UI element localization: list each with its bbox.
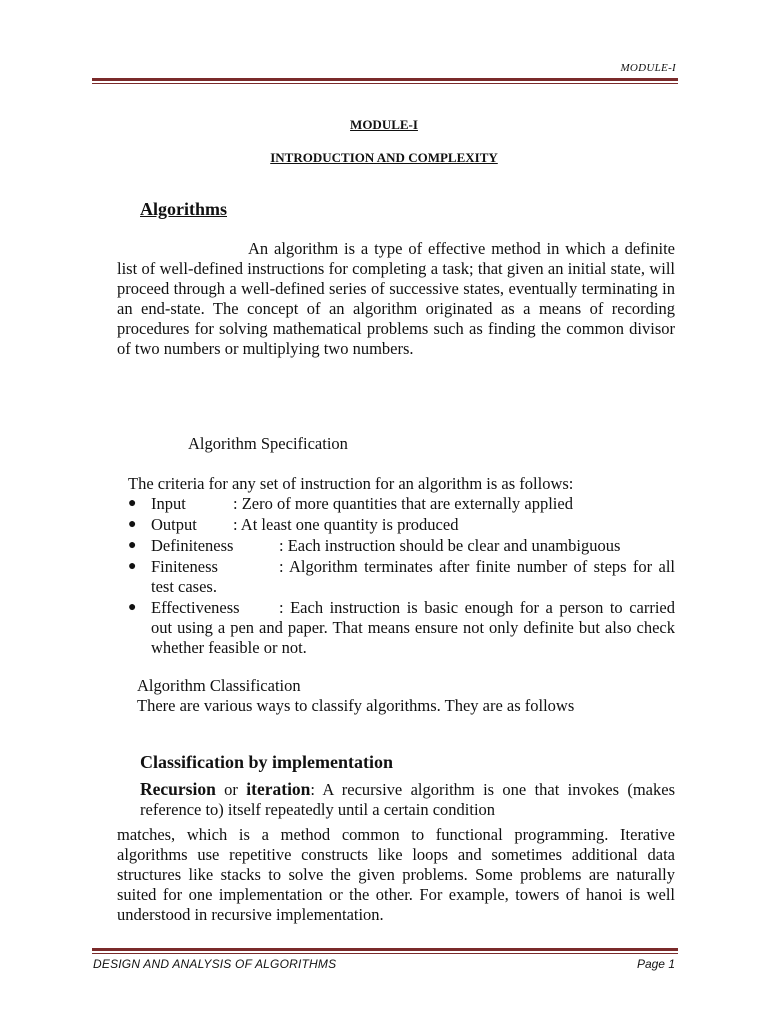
- chapter-title: INTRODUCTION AND COMPLEXITY: [270, 150, 498, 165]
- classification-title: Algorithm Classification: [137, 676, 301, 695]
- criterion-desc: : Each instruction should be clear and unambiguous: [279, 536, 621, 555]
- module-title: MODULE-I: [350, 117, 418, 132]
- list-item: [128, 536, 675, 556]
- criteria-list: [128, 494, 675, 659]
- algorithms-heading: Algorithms: [140, 199, 227, 219]
- criterion-term: Input: [151, 494, 186, 513]
- implementation-heading: Classification by implementation: [140, 752, 394, 772]
- running-header: MODULE-I: [620, 62, 676, 74]
- or-word: or: [224, 780, 238, 799]
- bullet-icon: ●: [128, 600, 137, 615]
- criterion-term: Output: [151, 515, 197, 534]
- recursion-term: Recursion: [140, 779, 216, 799]
- footer-rule-thin: [92, 953, 678, 954]
- bullet-icon: ●: [128, 559, 137, 574]
- list-item: [128, 598, 675, 658]
- criterion-term: Effectiveness: [151, 598, 240, 617]
- bullet-icon: ●: [128, 538, 137, 553]
- iteration-term: iteration: [246, 779, 311, 799]
- criterion-term: Definiteness: [151, 536, 234, 555]
- header-rule-thin: [92, 83, 678, 84]
- criteria-intro: The criteria for any set of instruction for an algorithm is as follows:: [128, 474, 574, 493]
- criterion-desc: : At least one quantity is produced: [233, 515, 459, 534]
- recursion-paragraph: [140, 779, 675, 820]
- criterion-desc: : Algorithm terminates after finite number of steps for all test cases.: [151, 557, 675, 596]
- implementation-paragraph: matches, which is a method common to functional programming. Iterative algorithms use repetitive constructs like loops and sometimes additional data structures like stacks to solve the given problems. Some problems are naturally suited for one implementation or the other. For example, towers of hanoi is well understood in recursive implementation.: [117, 825, 675, 924]
- page-number: Page 1: [636, 957, 675, 971]
- algorithms-paragraph: An algorithm is a type of effective method in which a definite list of well-defined instructions for completing a task; that given an initial state, will proceed through a well-defined series of successive states, eventually terminating in an end-state. The concept of an algorithm originated as a means of recording procedures for solving mathematical problems such as finding the common divisor of two numbers or multiplying two numbers.: [117, 239, 675, 358]
- footer-title: DESIGN AND ANALYSIS OF ALGORITHMS: [93, 957, 337, 971]
- recursion-text: : A recursive algorithm is one that invokes (makes reference to) itself repeatedly until a certain condition: [140, 780, 675, 819]
- footer-rule-thick: [92, 948, 678, 951]
- list-item: [128, 515, 675, 535]
- criterion-desc: : Each instruction is basic enough for a person to carried out using a pen and paper. That means ensure not only definite but also check whether feasible or not.: [151, 598, 675, 657]
- specification-title: Algorithm Specification: [188, 434, 348, 453]
- list-item: [128, 494, 675, 514]
- header-rule-thick: [92, 78, 678, 81]
- criterion-desc: : Zero of more quantities that are externally applied: [233, 494, 573, 513]
- criterion-term: Finiteness: [151, 557, 218, 576]
- bullet-icon: ●: [128, 496, 137, 511]
- bullet-icon: ●: [128, 517, 137, 532]
- list-item: [128, 557, 675, 597]
- classification-intro: There are various ways to classify algorithms. They are as follows: [137, 696, 575, 715]
